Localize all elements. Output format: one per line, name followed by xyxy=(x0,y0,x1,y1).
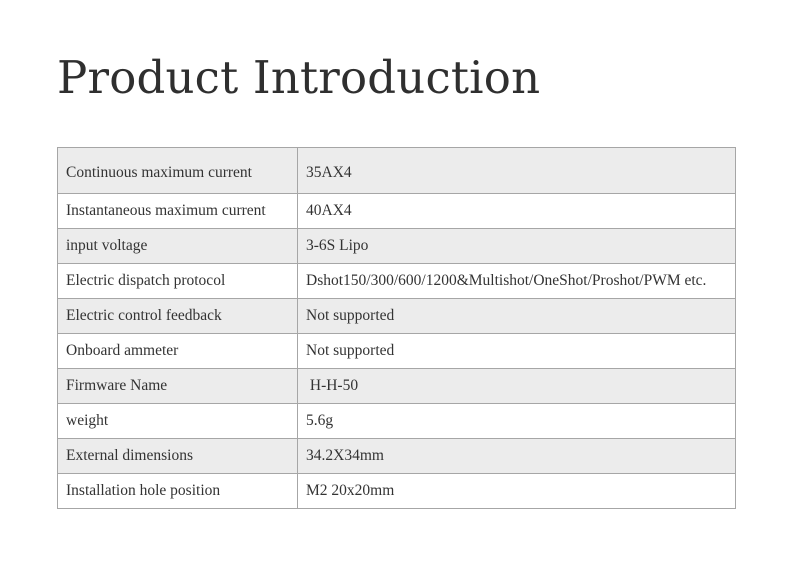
table-row xyxy=(58,148,736,194)
spec-table xyxy=(57,147,736,509)
spec-name: Continuous maximum current xyxy=(58,148,298,194)
spec-name: Electric dispatch protocol xyxy=(58,264,298,299)
spec-value: 40AX4 xyxy=(298,194,736,229)
spec-value: 35AX4 xyxy=(298,148,736,194)
spec-name: weight xyxy=(58,404,298,439)
table-row xyxy=(58,404,736,439)
spec-value: H-H-50 xyxy=(298,369,736,404)
table-row xyxy=(58,369,736,404)
spec-name: External dimensions xyxy=(58,439,298,474)
spec-value: Dshot150/300/600/1200&Multishot/OneShot/Proshot/PWM etc. xyxy=(298,264,736,299)
table-row xyxy=(58,474,736,509)
spec-value: Not supported xyxy=(298,334,736,369)
table-row xyxy=(58,264,736,299)
spec-name: input voltage xyxy=(58,229,298,264)
spec-value: M2 20x20mm xyxy=(298,474,736,509)
spec-value: 34.2X34mm xyxy=(298,439,736,474)
spec-value: Not supported xyxy=(298,299,736,334)
table-row xyxy=(58,194,736,229)
spec-name: Electric control feedback xyxy=(58,299,298,334)
table-row xyxy=(58,299,736,334)
spec-name: Firmware Name xyxy=(58,369,298,404)
table-row xyxy=(58,439,736,474)
spec-name: Onboard ammeter xyxy=(58,334,298,369)
table-row xyxy=(58,229,736,264)
spec-name: Installation hole position xyxy=(58,474,298,509)
page-title: Product Introduction xyxy=(57,51,541,104)
spec-name: Instantaneous maximum current xyxy=(58,194,298,229)
spec-value: 5.6g xyxy=(298,404,736,439)
table-row xyxy=(58,334,736,369)
spec-value: 3-6S Lipo xyxy=(298,229,736,264)
